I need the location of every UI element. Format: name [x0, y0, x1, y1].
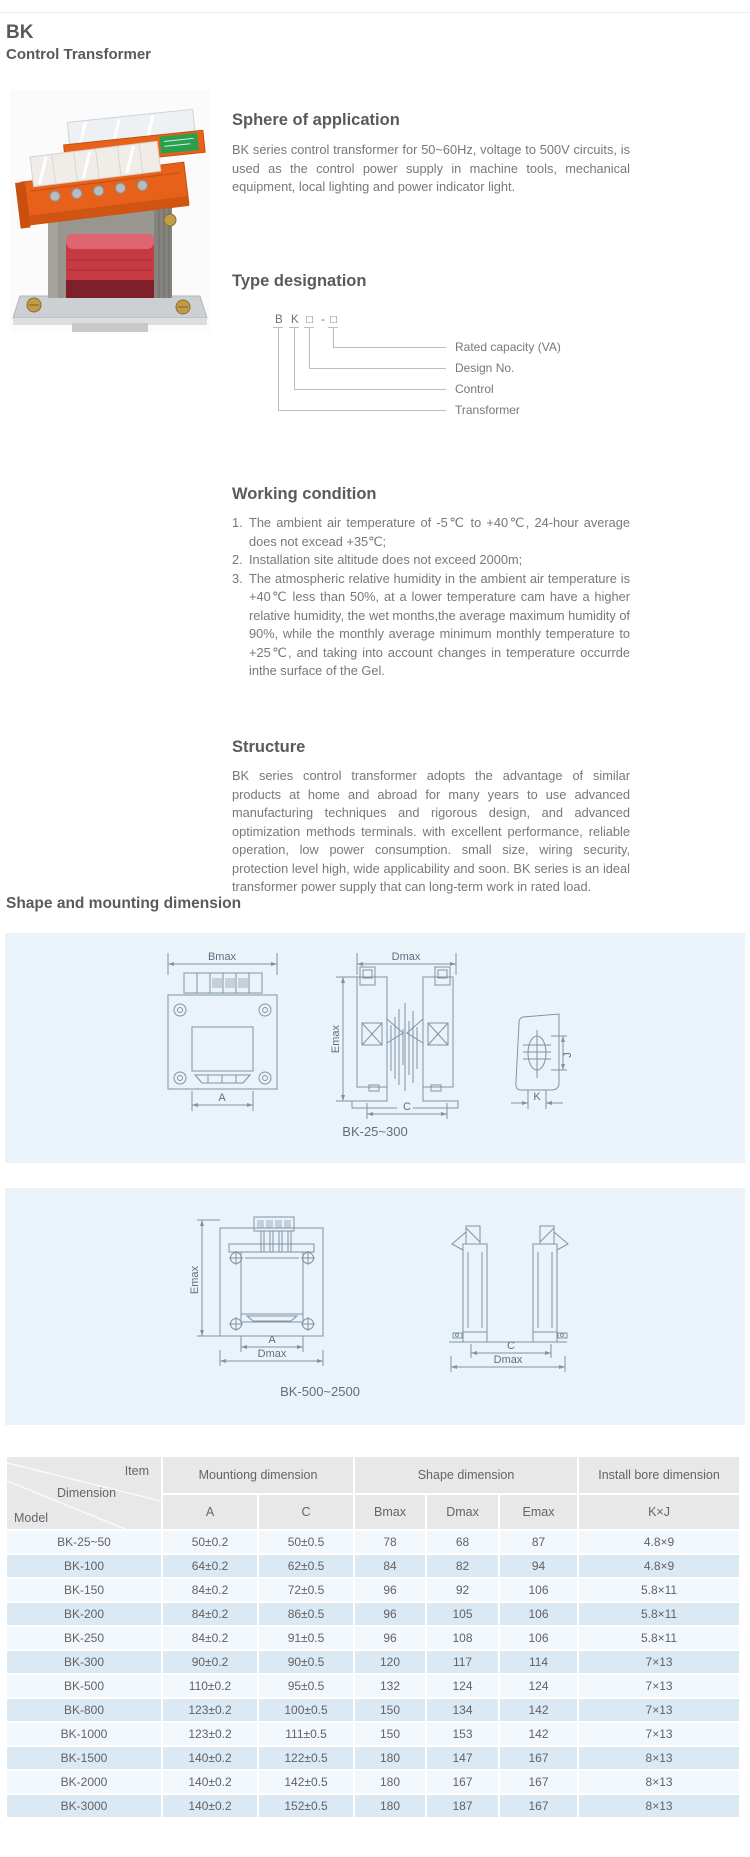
- cell-model: BK-150: [7, 1579, 161, 1601]
- corner-label-item: Item: [124, 1464, 149, 1478]
- cell-a: 50±0.2: [163, 1531, 257, 1553]
- cell-kj: 5.8×11: [579, 1579, 739, 1601]
- cell-bmax: 150: [355, 1699, 425, 1721]
- cell-emax: 114: [500, 1651, 577, 1673]
- cell-kj: 4.8×9: [579, 1531, 739, 1553]
- cell-model: BK-1000: [7, 1723, 161, 1745]
- cell-bmax: 150: [355, 1723, 425, 1745]
- cell-emax: 167: [500, 1771, 577, 1793]
- structure-body: BK series control transformer adopts the advantage of similar products at home and abroad for many years to use advanced manufacturing techniques and rigorous design, and advanced optimization methods terminals. with excellent performance, reliable operation, low power consumption. small size, wiring security, protection level high, wide applicability and soon. BK series is an ideal transformer power supply that can long-term work in rated load.: [232, 768, 630, 894]
- cell-bmax: 120: [355, 1651, 425, 1673]
- group-header-install: Install bore dimension: [579, 1457, 739, 1493]
- cell-dmax: 124: [427, 1675, 498, 1697]
- table-row: [7, 1699, 739, 1721]
- cell-bmax: 96: [355, 1603, 425, 1625]
- table-row: [7, 1795, 739, 1817]
- working-condition-item: [232, 514, 630, 551]
- cell-emax: 124: [500, 1675, 577, 1697]
- table-corner-cell: [7, 1457, 161, 1529]
- table-row: [7, 1651, 739, 1673]
- dimension-table: [5, 1455, 741, 1819]
- item-number: 2.: [232, 552, 243, 567]
- dim-label-dmax: Dmax: [391, 951, 421, 963]
- cell-dmax: 92: [427, 1579, 498, 1601]
- cell-bmax: 96: [355, 1627, 425, 1649]
- cell-model: BK-300: [7, 1651, 161, 1673]
- working-condition-list: [232, 514, 630, 681]
- table-row: [7, 1627, 739, 1649]
- cell-dmax: 117: [427, 1651, 498, 1673]
- shape-mounting-title: Shape and mounting dimension: [6, 895, 242, 912]
- cell-model: BK-3000: [7, 1795, 161, 1817]
- drawing-caption-bk25-300: BK-25~300: [342, 1124, 408, 1139]
- cell-c: 122±0.5: [259, 1747, 353, 1769]
- cell-kj: 7×13: [579, 1675, 739, 1697]
- group-header-mounting: Mountiong dimension: [163, 1457, 353, 1493]
- cell-model: BK-200: [7, 1603, 161, 1625]
- label-rated-capacity: Rated capacity (VA): [455, 340, 561, 354]
- dim-label-dmax-2: Dmax: [257, 1348, 287, 1360]
- product-photo-transformer: [10, 90, 210, 332]
- table-row: [7, 1771, 739, 1793]
- cell-kj: 7×13: [579, 1651, 739, 1673]
- table-row: [7, 1747, 739, 1769]
- code-char-box1: □: [306, 314, 313, 326]
- cell-bmax: 78: [355, 1531, 425, 1553]
- table-row: [7, 1579, 739, 1601]
- dim-label-a: A: [218, 1092, 226, 1104]
- cell-kj: 5.8×11: [579, 1603, 739, 1625]
- cell-c: 72±0.5: [259, 1579, 353, 1601]
- cell-c: 142±0.5: [259, 1771, 353, 1793]
- cell-bmax: 84: [355, 1555, 425, 1577]
- cell-c: 111±0.5: [259, 1723, 353, 1745]
- sphere-title: Sphere of application: [232, 111, 400, 129]
- cell-a: 110±0.2: [163, 1675, 257, 1697]
- cell-a: 140±0.2: [163, 1747, 257, 1769]
- cell-a: 84±0.2: [163, 1627, 257, 1649]
- cell-emax: 167: [500, 1795, 577, 1817]
- dim-label-c-2: C: [507, 1340, 515, 1352]
- cell-dmax: 105: [427, 1603, 498, 1625]
- cell-a: 140±0.2: [163, 1771, 257, 1793]
- cell-dmax: 167: [427, 1771, 498, 1793]
- drawing-panel-bk25-300: [5, 933, 745, 1163]
- cell-dmax: 68: [427, 1531, 498, 1553]
- cell-dmax: 82: [427, 1555, 498, 1577]
- cell-c: 62±0.5: [259, 1555, 353, 1577]
- page-title: BK: [6, 22, 34, 43]
- cell-c: 152±0.5: [259, 1795, 353, 1817]
- cell-model: BK-100: [7, 1555, 161, 1577]
- dim-label-bmax: Bmax: [207, 951, 237, 963]
- cell-a: 140±0.2: [163, 1795, 257, 1817]
- code-char-k: K: [291, 314, 299, 326]
- drawing-panel-bk500-2500: [5, 1188, 745, 1425]
- cell-model: BK-2000: [7, 1771, 161, 1793]
- cell-dmax: 153: [427, 1723, 498, 1745]
- sphere-body: BK series control transformer for 50~60Hz, voltage to 500V circuits, is used as the control power supply in machine tools, mechanical equipment, local lighting and power indicator light.: [232, 142, 630, 194]
- cell-emax: 142: [500, 1699, 577, 1721]
- cell-c: 86±0.5: [259, 1603, 353, 1625]
- cell-model: BK-25~50: [7, 1531, 161, 1553]
- table-group-header-row: [7, 1457, 739, 1493]
- cell-emax: 167: [500, 1747, 577, 1769]
- dim-label-j: J: [562, 1052, 574, 1058]
- structure-title: Structure: [232, 738, 306, 756]
- table-row: [7, 1555, 739, 1577]
- dim-label-emax: Emax: [330, 1024, 342, 1054]
- working-condition-item: [232, 570, 630, 681]
- item-text: Installation site altitude does not exceed 2000m;: [249, 552, 523, 567]
- label-transformer: Transformer: [455, 403, 520, 417]
- dim-label-dmax-3: Dmax: [493, 1354, 523, 1366]
- col-header-kj: K×J: [579, 1495, 739, 1529]
- cell-kj: 5.8×11: [579, 1627, 739, 1649]
- cell-emax: 142: [500, 1723, 577, 1745]
- cell-kj: 8×13: [579, 1771, 739, 1793]
- cell-kj: 4.8×9: [579, 1555, 739, 1577]
- code-char-dash: -: [321, 314, 325, 326]
- col-header-a: A: [163, 1495, 257, 1529]
- cell-kj: 8×13: [579, 1747, 739, 1769]
- cell-c: 95±0.5: [259, 1675, 353, 1697]
- table-row: [7, 1723, 739, 1745]
- working-condition-item: [232, 551, 630, 570]
- cell-bmax: 180: [355, 1771, 425, 1793]
- dim-label-emax-2: Emax: [189, 1265, 201, 1295]
- type-designation-title: Type designation: [232, 272, 367, 290]
- corner-label-model: Model: [14, 1511, 49, 1525]
- cell-emax: 94: [500, 1555, 577, 1577]
- cell-model: BK-800: [7, 1699, 161, 1721]
- cell-kj: 8×13: [579, 1795, 739, 1817]
- item-text: The atmospheric relative humidity in the ambient air temperature is +40℃ less than 50%, at a lower temperature cam have a higher relative humidity, the wet months,the average maximum humidity of 90%, while the monthly average minimum monthly temperature to +25℃, and taking into account changes in temperature occurrde inthe surface of the Gel.: [249, 570, 630, 678]
- connector-transformer: [278, 328, 446, 411]
- dim-label-c: C: [403, 1101, 411, 1113]
- working-condition-title: Working condition: [232, 485, 377, 503]
- col-header-dmax: Dmax: [427, 1495, 498, 1529]
- label-control: Control: [455, 382, 494, 396]
- code-char-box2: □: [330, 314, 337, 326]
- corner-label-dimension: Dimension: [57, 1486, 117, 1500]
- item-number: 1.: [232, 515, 243, 530]
- col-header-emax: Emax: [500, 1495, 577, 1529]
- cell-dmax: 187: [427, 1795, 498, 1817]
- group-header-shape: Shape dimension: [355, 1457, 577, 1493]
- col-header-bmax: Bmax: [355, 1495, 425, 1529]
- cell-c: 90±0.5: [259, 1651, 353, 1673]
- table-row: [7, 1675, 739, 1697]
- cell-kj: 7×13: [579, 1699, 739, 1721]
- cell-a: 84±0.2: [163, 1579, 257, 1601]
- cell-emax: 106: [500, 1627, 577, 1649]
- cell-bmax: 180: [355, 1747, 425, 1769]
- dim-label-k: K: [533, 1091, 541, 1103]
- table-row: [7, 1531, 739, 1553]
- cell-bmax: 132: [355, 1675, 425, 1697]
- drawing-caption-bk500-2500: BK-500~2500: [280, 1384, 360, 1399]
- cell-dmax: 147: [427, 1747, 498, 1769]
- right-column: [232, 0, 630, 900]
- label-design-no: Design No.: [455, 361, 515, 375]
- cell-kj: 7×13: [579, 1723, 739, 1745]
- cell-dmax: 108: [427, 1627, 498, 1649]
- cell-emax: 106: [500, 1579, 577, 1601]
- cell-a: 90±0.2: [163, 1651, 257, 1673]
- page-subtitle: Control Transformer: [6, 46, 152, 63]
- cell-c: 100±0.5: [259, 1699, 353, 1721]
- dim-label-a-2: A: [268, 1334, 276, 1346]
- item-number: 3.: [232, 570, 243, 586]
- table-body: [7, 1531, 739, 1817]
- cell-a: 84±0.2: [163, 1603, 257, 1625]
- cell-model: BK-1500: [7, 1747, 161, 1769]
- cell-a: 123±0.2: [163, 1699, 257, 1721]
- type-designation-diagram: [232, 313, 630, 423]
- cell-bmax: 96: [355, 1579, 425, 1601]
- cell-a: 64±0.2: [163, 1555, 257, 1577]
- col-header-c: C: [259, 1495, 353, 1529]
- cell-model: BK-250: [7, 1627, 161, 1649]
- cell-bmax: 180: [355, 1795, 425, 1817]
- code-char-b: B: [275, 314, 283, 326]
- cell-c: 91±0.5: [259, 1627, 353, 1649]
- cell-dmax: 134: [427, 1699, 498, 1721]
- cell-c: 50±0.5: [259, 1531, 353, 1553]
- cell-model: BK-500: [7, 1675, 161, 1697]
- cell-a: 123±0.2: [163, 1723, 257, 1745]
- cell-emax: 106: [500, 1603, 577, 1625]
- cell-emax: 87: [500, 1531, 577, 1553]
- table-row: [7, 1603, 739, 1625]
- item-text: The ambient air temperature of -5℃ to +40℃, 24-hour average does not excead +35℃;: [249, 515, 630, 549]
